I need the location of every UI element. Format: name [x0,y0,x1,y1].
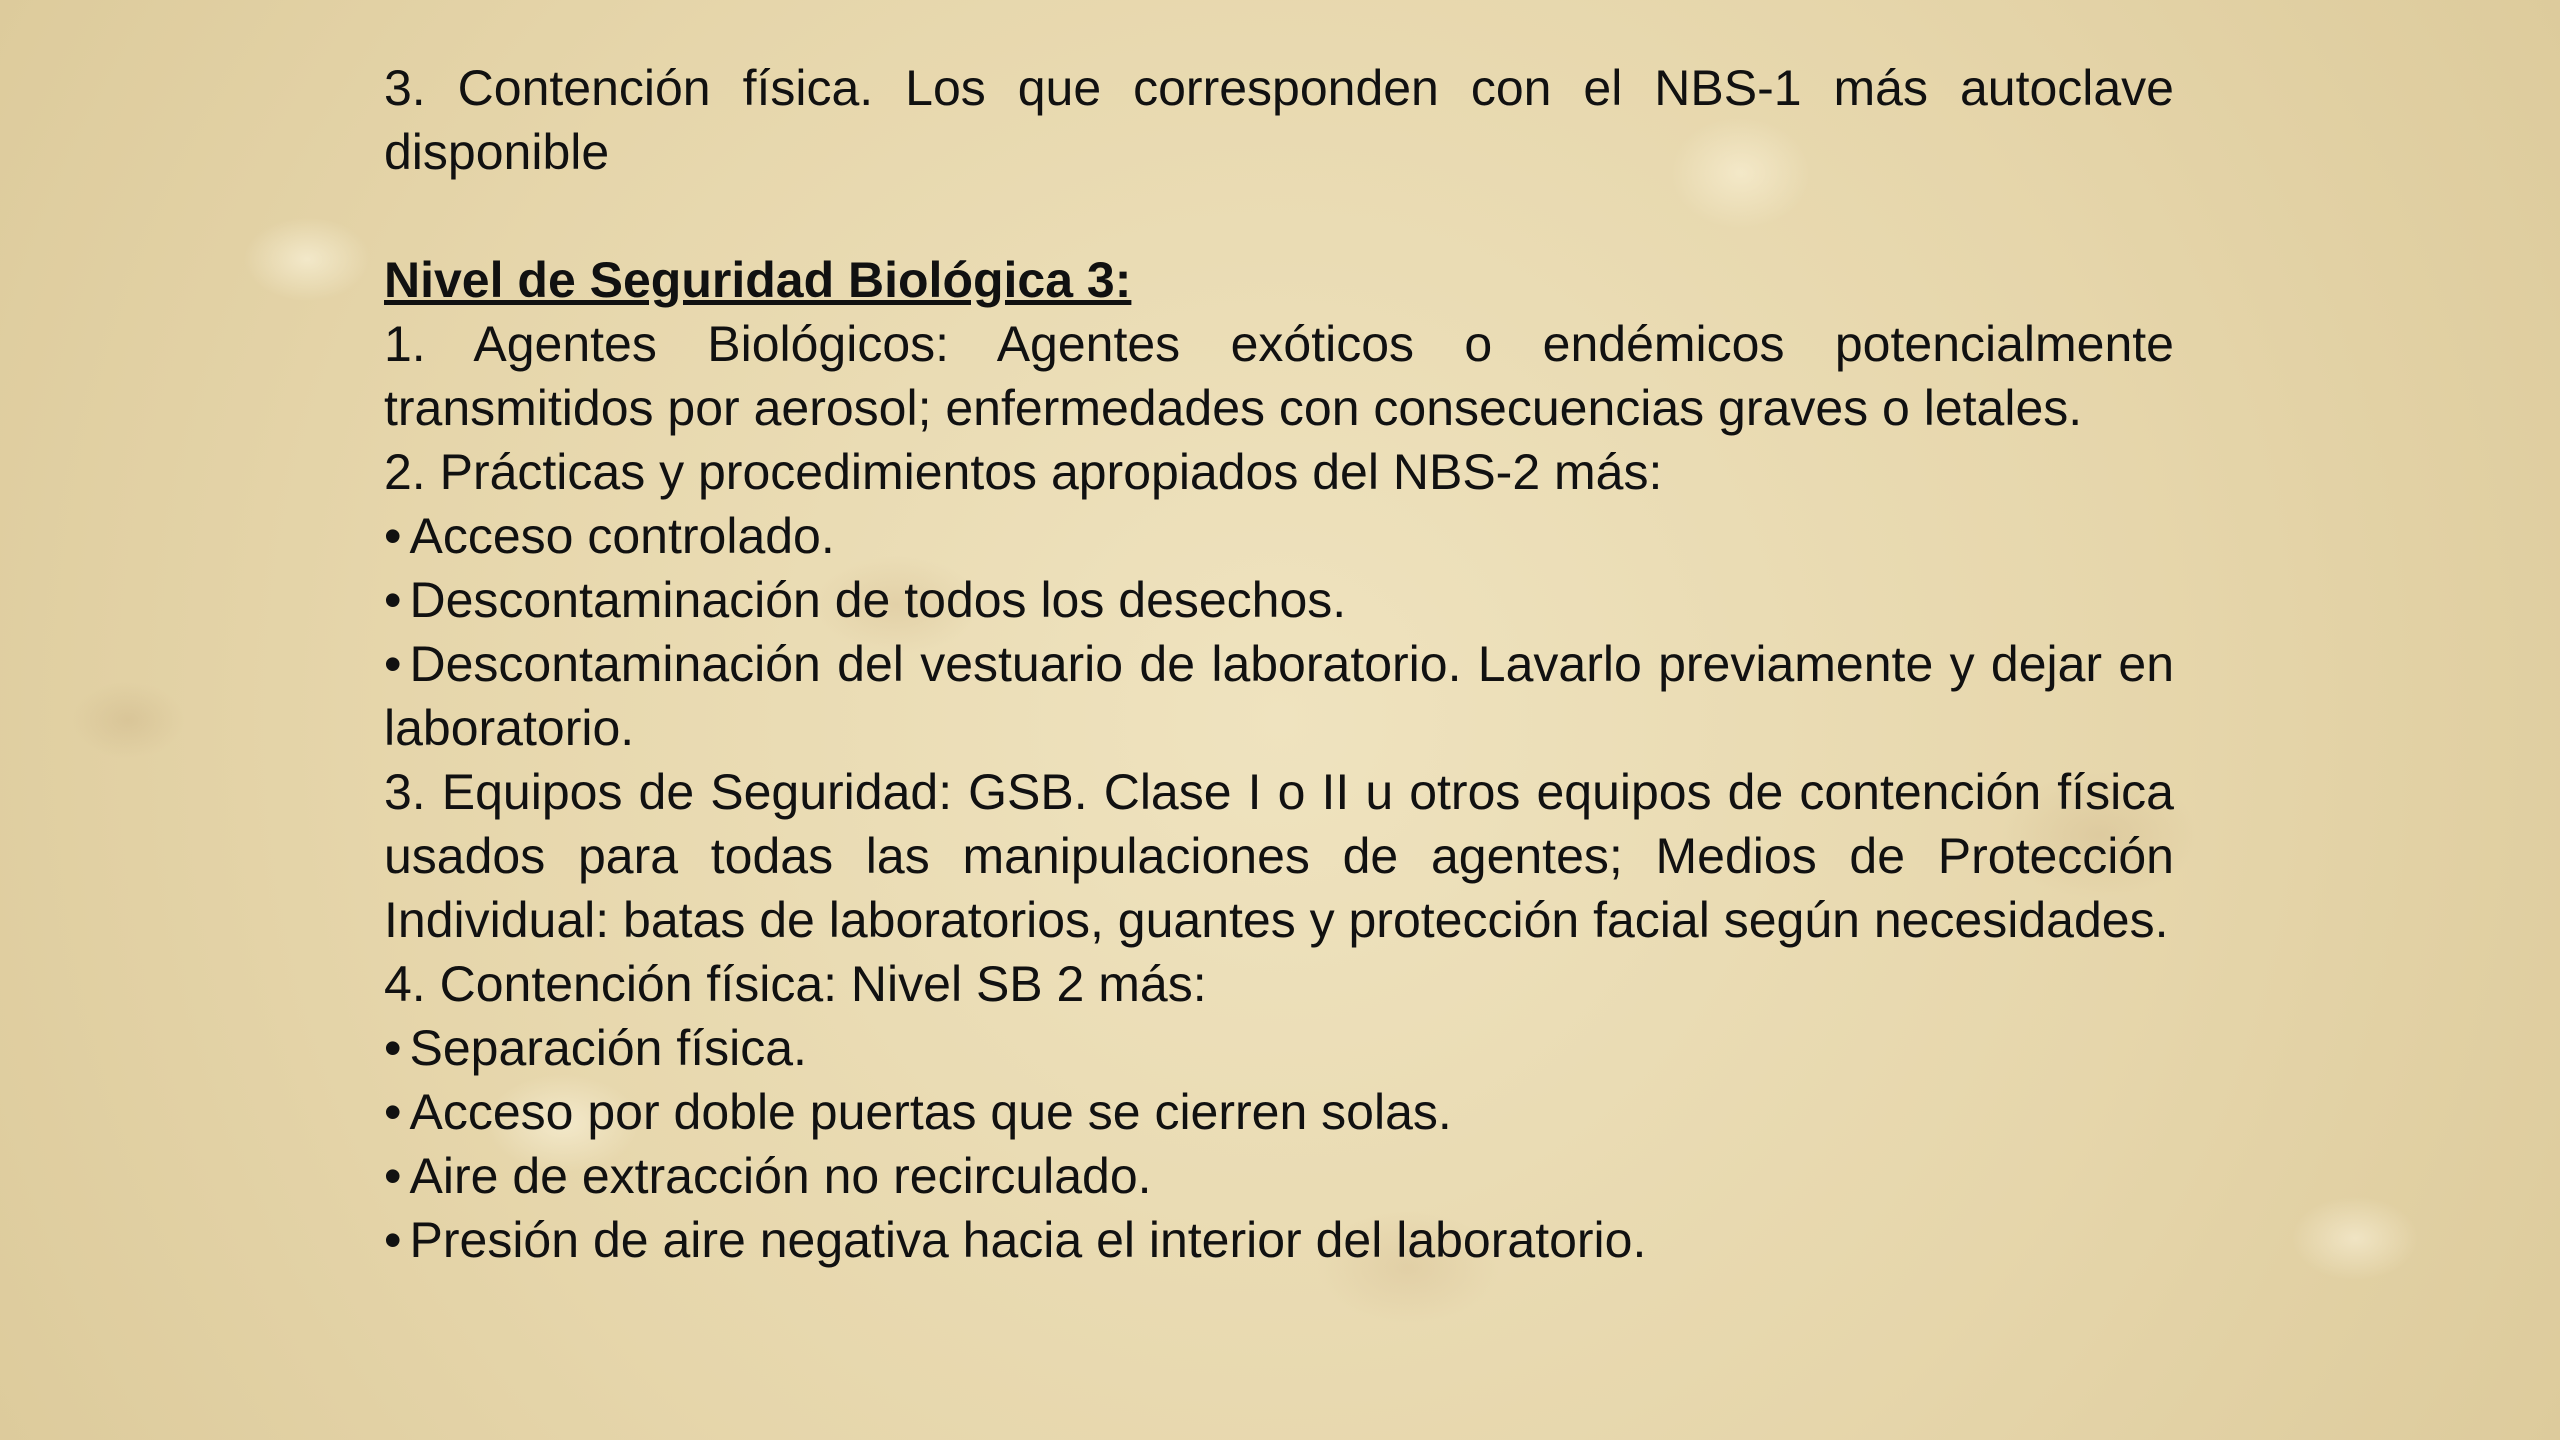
bullet-item: • Aire de extracción no recirculado. [384,1144,2174,1208]
bullet-item: • Acceso controlado. [384,504,2174,568]
agentes-paragraph: 1. Agentes Biológicos: Agentes exóticos o endémicos potencialmente transmitidos por aerosol; enfermedades con consecuencias graves o letales. [384,316,2174,436]
equipos-paragraph: 3. Equipos de Seguridad: GSB. Clase I o II u otros equipos de contención física usados para todas las manipulaciones de agentes; Medios de Protección Individual: batas de laboratorios, guantes y protección facial según necesidades. [384,764,2174,948]
practicas-paragraph: 2. Prácticas y procedimientos apropiados del NBS-2 más: [384,444,1663,500]
bullet-item: • Separación física. [384,1016,2174,1080]
slide-content [384,56,2174,1272]
bullet-item: • Descontaminación del vestuario de laboratorio. Lavarlo previamente y dejar en laboratorio. [384,632,2174,760]
bullet-item: • Descontaminación de todos los desechos. [384,568,2174,632]
intro-paragraph: 3. Contención física. Los que corresponden con el NBS-1 más autoclave disponible [384,60,2174,180]
section-heading: Nivel de Seguridad Biológica 3: [384,252,1132,308]
bullet-item: • Presión de aire negativa hacia el interior del laboratorio. [384,1208,2174,1272]
bullet-item: • Acceso por doble puertas que se cierren solas. [384,1080,2174,1144]
contencion-paragraph: 4. Contención física: Nivel SB 2 más: [384,956,1207,1012]
blank-line [384,184,2174,248]
